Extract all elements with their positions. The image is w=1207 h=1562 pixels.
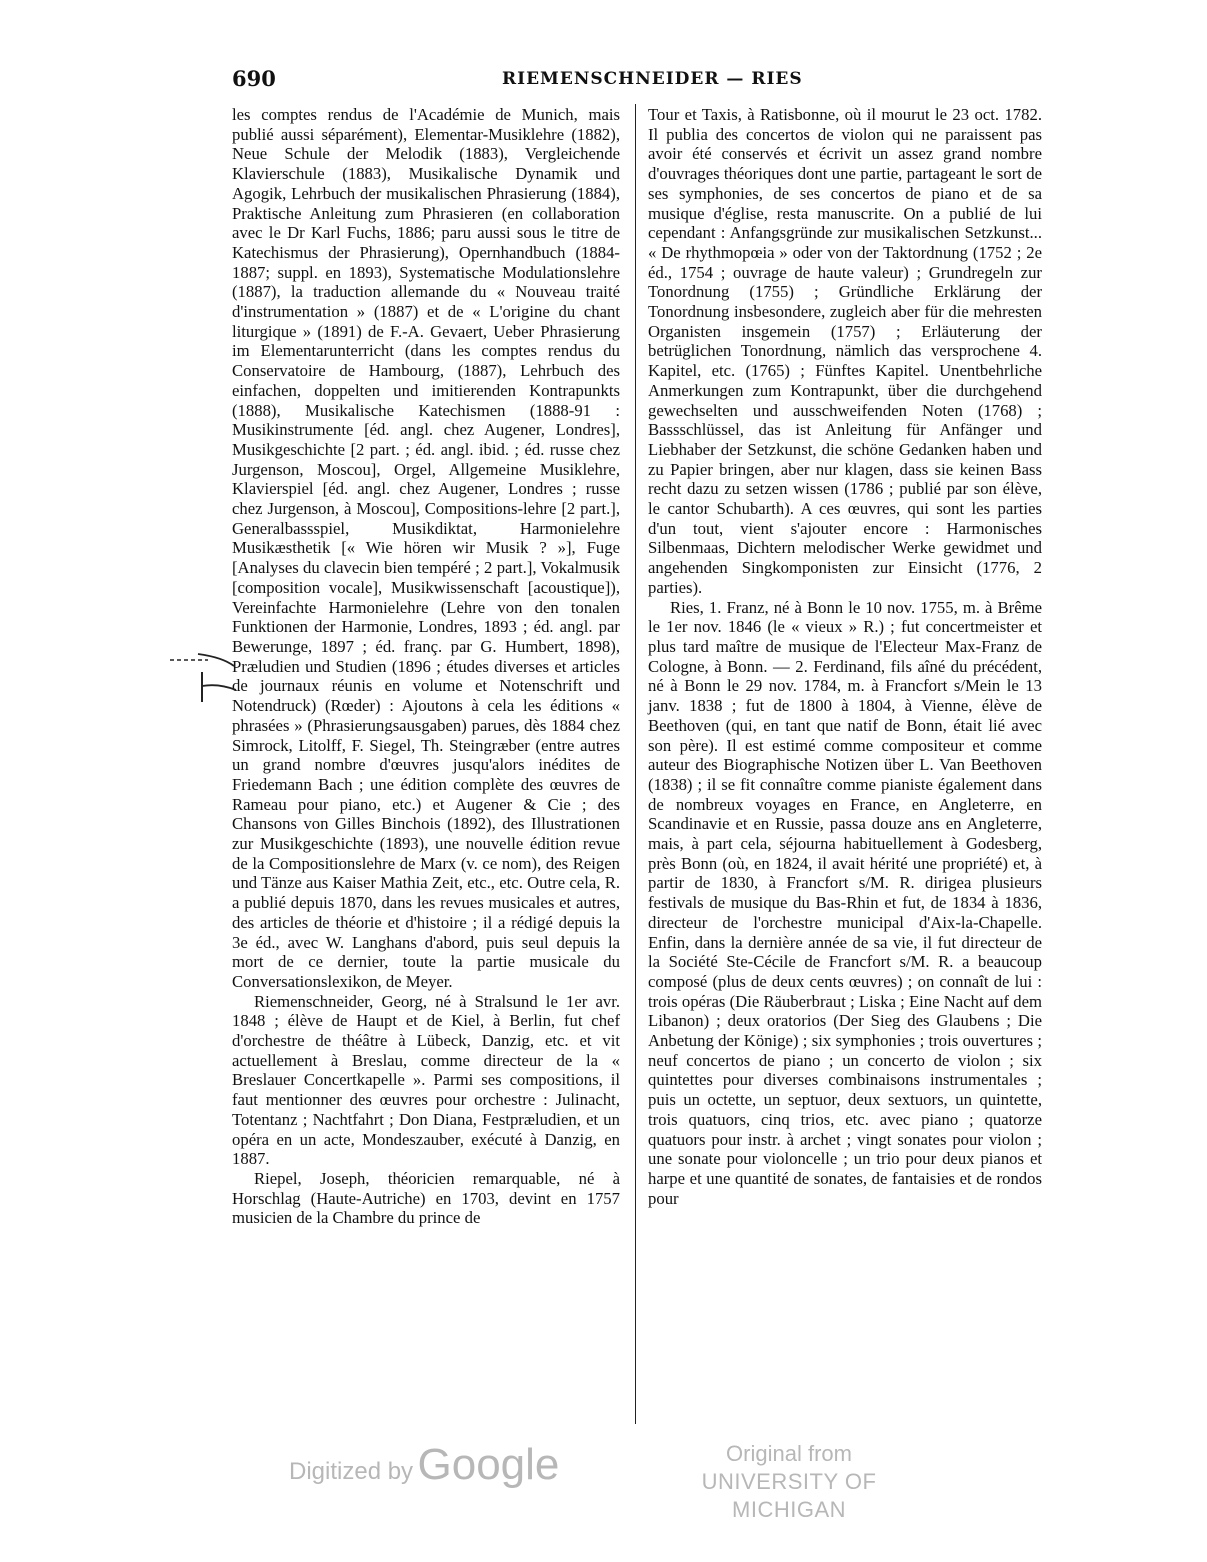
entry-ries: Ries, 1. Franz, né à Bonn le 10 nov. 1755, m. à Brême le 1er nov. 1846 (le « vieux » R.) ; fut concertmeister et plus tard maître de musique de l'Electeur Max-Franz de Cologne, à Bonn. — 2. Ferdinand, fils aîné du précédent, né à Bonn le 29 nov. 1784, m. à Francfort s/Mein le 13 janv. 1838 ; fut de 1800 à 1804, à Vienne, élève de Beethoven (qui, en tant que natif de Bonn, était lié avec son père). Il est estimé comme compositeur et comme auteur des Biographische Notizen über L. Van Beethoven (1838) ; il se fit connaître comme pianiste également dans de nombreux voyages en France, en Angleterre, en Scandinavie et en Russie, passa douze ans en Angleterre, mais, à part cela, séjourna habituellement à Godesberg, près Bonn (où, en 1824, il avait hérité une propriété) et, à partir de 1830, à Francfort s/M. R. dirigea plusieurs festivals de musique du Bas-Rhin et fut, de 1834 à 1836, directeur de l'orchestre municipal d'Aix-la-Chapelle. Enfin, dans la dernière année de sa vie, il fut directeur de la Société Ste-Cécile de Francfort s/M. R. a beaucoup composé (plus de deux cents œuvres) ; on connaît de lui : trois opéras (Die Räuberbraut ; Liska ; Eine Nacht auf dem Libanon) ; deux oratorios (Der Sieg des Glaubens ; Die Anbetung der Könige) ; six symphonies ; trois ouvertures ; neuf concertos de piano ; un concerto de violon ; six quintettes pour diverses combinaisons instrumentales ; puis un octette, un septuor, deux sextuors, un quintette, trois quatuors, cinq trios, etc. avec piano ; quatorze quatuors pour instr. à archet ; vingt sonates pour violon ; une sonate pour violoncelle ; un trio pour deux pianos et harpe et une quantité de sonates, de fantaisies et de rondos pour (648, 597, 1042, 1208)
university-name: UNIVERSITY OF MICHIGAN (701, 1469, 877, 1522)
handwritten-margin-mark (168, 646, 238, 704)
google-logo: Google (417, 1440, 560, 1489)
digitized-by-google-watermark (289, 1440, 559, 1490)
running-head: RIEMENSCHNEIDER — RIES (502, 69, 803, 89)
digitized-by-text: Digitized by (289, 1458, 414, 1485)
column-divider (635, 104, 636, 1424)
entry-riemenschneider: Riemenschneider, Georg, né à Stralsund le 1er avr. 1848 ; élève de Haupt et de Kiel, à Berlin, fut chef d'orchestre de théâtre à Lübeck, Danzig, etc. et vit actuellement à Breslau, comme directeur de la « Breslauer Concertkapelle ». Parmi ses compositions, il faut mentionner des œuvres pour orchestre : Julinacht, Totentanz ; Nachtfahrt ; Don Diana, Festpræludien, et un opéra en un acte, Mondeszauber, exécuté à Danzig, en 1887. (232, 991, 620, 1169)
original-from-watermark (664, 1440, 914, 1524)
original-from-text: Original from (726, 1441, 852, 1466)
entry-riepel: Riepel, Joseph, théoricien remarquable, né à Horschlag (Haute-Autriche) en 1703, devint en 1757 musicien de la Chambre du prince de (232, 1168, 620, 1228)
right-column (648, 105, 1042, 1208)
left-paragraph-continued: les comptes rendus de l'Académie de Munich, mais publié aussi séparément), Elementar-Musiklehre (1882), Neue Schule der Melodik (1883), Vergleichende Klavierschule (1883), Musikalische Dynamik und Agogik, Lehrbuch der musikalischen Phrasierung (1884), Praktische Anleitung zum Phrasieren (en collaboration avec le Dr Karl Fuchs, 1886; paru aussi sous le titre de Katechismus der Phrasierung), Opernhandbuch (1884-1887; suppl. en 1893), Systematische Modulationslehre (1887), la traduction allemande du « Nouveau traité d'instrumentation » (1887) et de « L'origine du chant liturgique » (1891) de F.-A. Gevaert, Ueber Phrasierung im Elementarunterricht (dans les comptes rendus du Conservatoire de Hambourg, (1887), Lehrbuch des einfachen, doppelten und imitierenden Kontrapunkts (1888), Musikalische Katechismen (1888-91 : Musikinstrumente [éd. angl. chez Augener, Londres], Musikgeschichte [2 part. ; éd. angl. ibid. ; éd. russe chez Jurgenson, Moscou], Orgel, Allgemeine Musiklehre, Klavierspiel [éd. angl. chez Augener, Londres ; russe chez Jurgenson, à Moscou], Compositions-lehre [2 part.], Generalbassspiel, Musikdiktat, Harmonielehre Musikæsthetik [« Wie hören wir Musik ? »], Fuge [Analyses du clavecin bien tempéré ; 2 part.], Vokalmusik [composition vocale], Musikwissenschaft [acoustique]), Vereinfachte Harmonielehre (Lehre von den tonalen Funktionen der Harmonie, Londres, 1893 ; éd. angl. par Bewerunge, 1897 ; éd. franç. par G. Humbert, 1898), Præludien und Studien (1896 ; études diverses et articles de journaux réunis en volume et Notenschrift und Notendruck) (Rœder) : Ajoutons à cela les éditions « phrasées » (Phrasierungsausgaben) parues, dès 1884 chez Simrock, Litolff, F. Siegel, Th. Steingræber (entre autres un grand nombre d'œuvres jusqu'alors inédites de Friedemann Bach ; une édition complète des œuvres de Rameau pour piano, etc.) et Augener & Cie ; des Chansons von Gilles Binchois (1892), des Illustrationen zur Musikgeschichte (1893), une nouvelle édition revue de la Compositionslehre de Marx (v. ce nom), des Reigen und Tänze aus Kaiser Mathia Zeit, etc., etc. Outre cela, R. a publié depuis 1870, dans les revues musicales et autres, des articles de théorie et d'histoire ; il a rédigé depuis la 3e éd., avec W. Langhans d'abord, puis seul depuis la mort de ce dernier, toute la partie musicale du Conversationslexikon, de Meyer. (232, 105, 620, 991)
page-header (232, 66, 1022, 94)
left-column (232, 105, 620, 1228)
page-number: 690 (232, 66, 276, 91)
entry-riepel-continued: Tour et Taxis, à Ratisbonne, où il mourut le 23 oct. 1782. Il publia des concertos de violon qui ne paraissent pas avoir été conservés et écrivit un assez grand nombre d'ouvrages théoriques dont une partie, partageant le sort de ses symphonies, de ses concertos de piano et de sa musique d'église, resta manuscrite. On a publié de lui cependant : Anfangsgründe zur musikalischen Setzkunst... « De rhythmopœia » oder von der Taktordnung (1752 ; 2e éd., 1754 ; ouvrage de haute valeur) ; Grundregeln zur Tonordnung (1755) ; Gründliche Erklärung der Tonordnung insbesondere, zugleich aber für die mehresten Organisten insgemein (1757) ; Erläuterung der betrüglichen Tonordnung, nämlich das versprochene 4. Kapitel, etc. (1765) ; Fünftes Kapitel. Unentbehrliche Anmerkungen zum Kontrapunkt, über die durchgehend gewechselten und ausschweifenden Noten (1768) ; Bassschlüssel, das ist Anleitung für Anfänger und Liebhaber der Setzkunst, die schöne Gedanken haben und zu Papier bringen, aber nur klagen, dass sie keinen Bass recht dazu zu setzen wissen (1786 ; publié par son élève, le cantor Schubarth). A ces œuvres, qui sont les parties d'un tout, vient s'ajouter encore : Harmonisches Silbenmaas, Dichtern melodischer Werke gewidmet und angehenden Singkomponisten zur Einsicht (1776, 2 parties). (648, 105, 1042, 597)
